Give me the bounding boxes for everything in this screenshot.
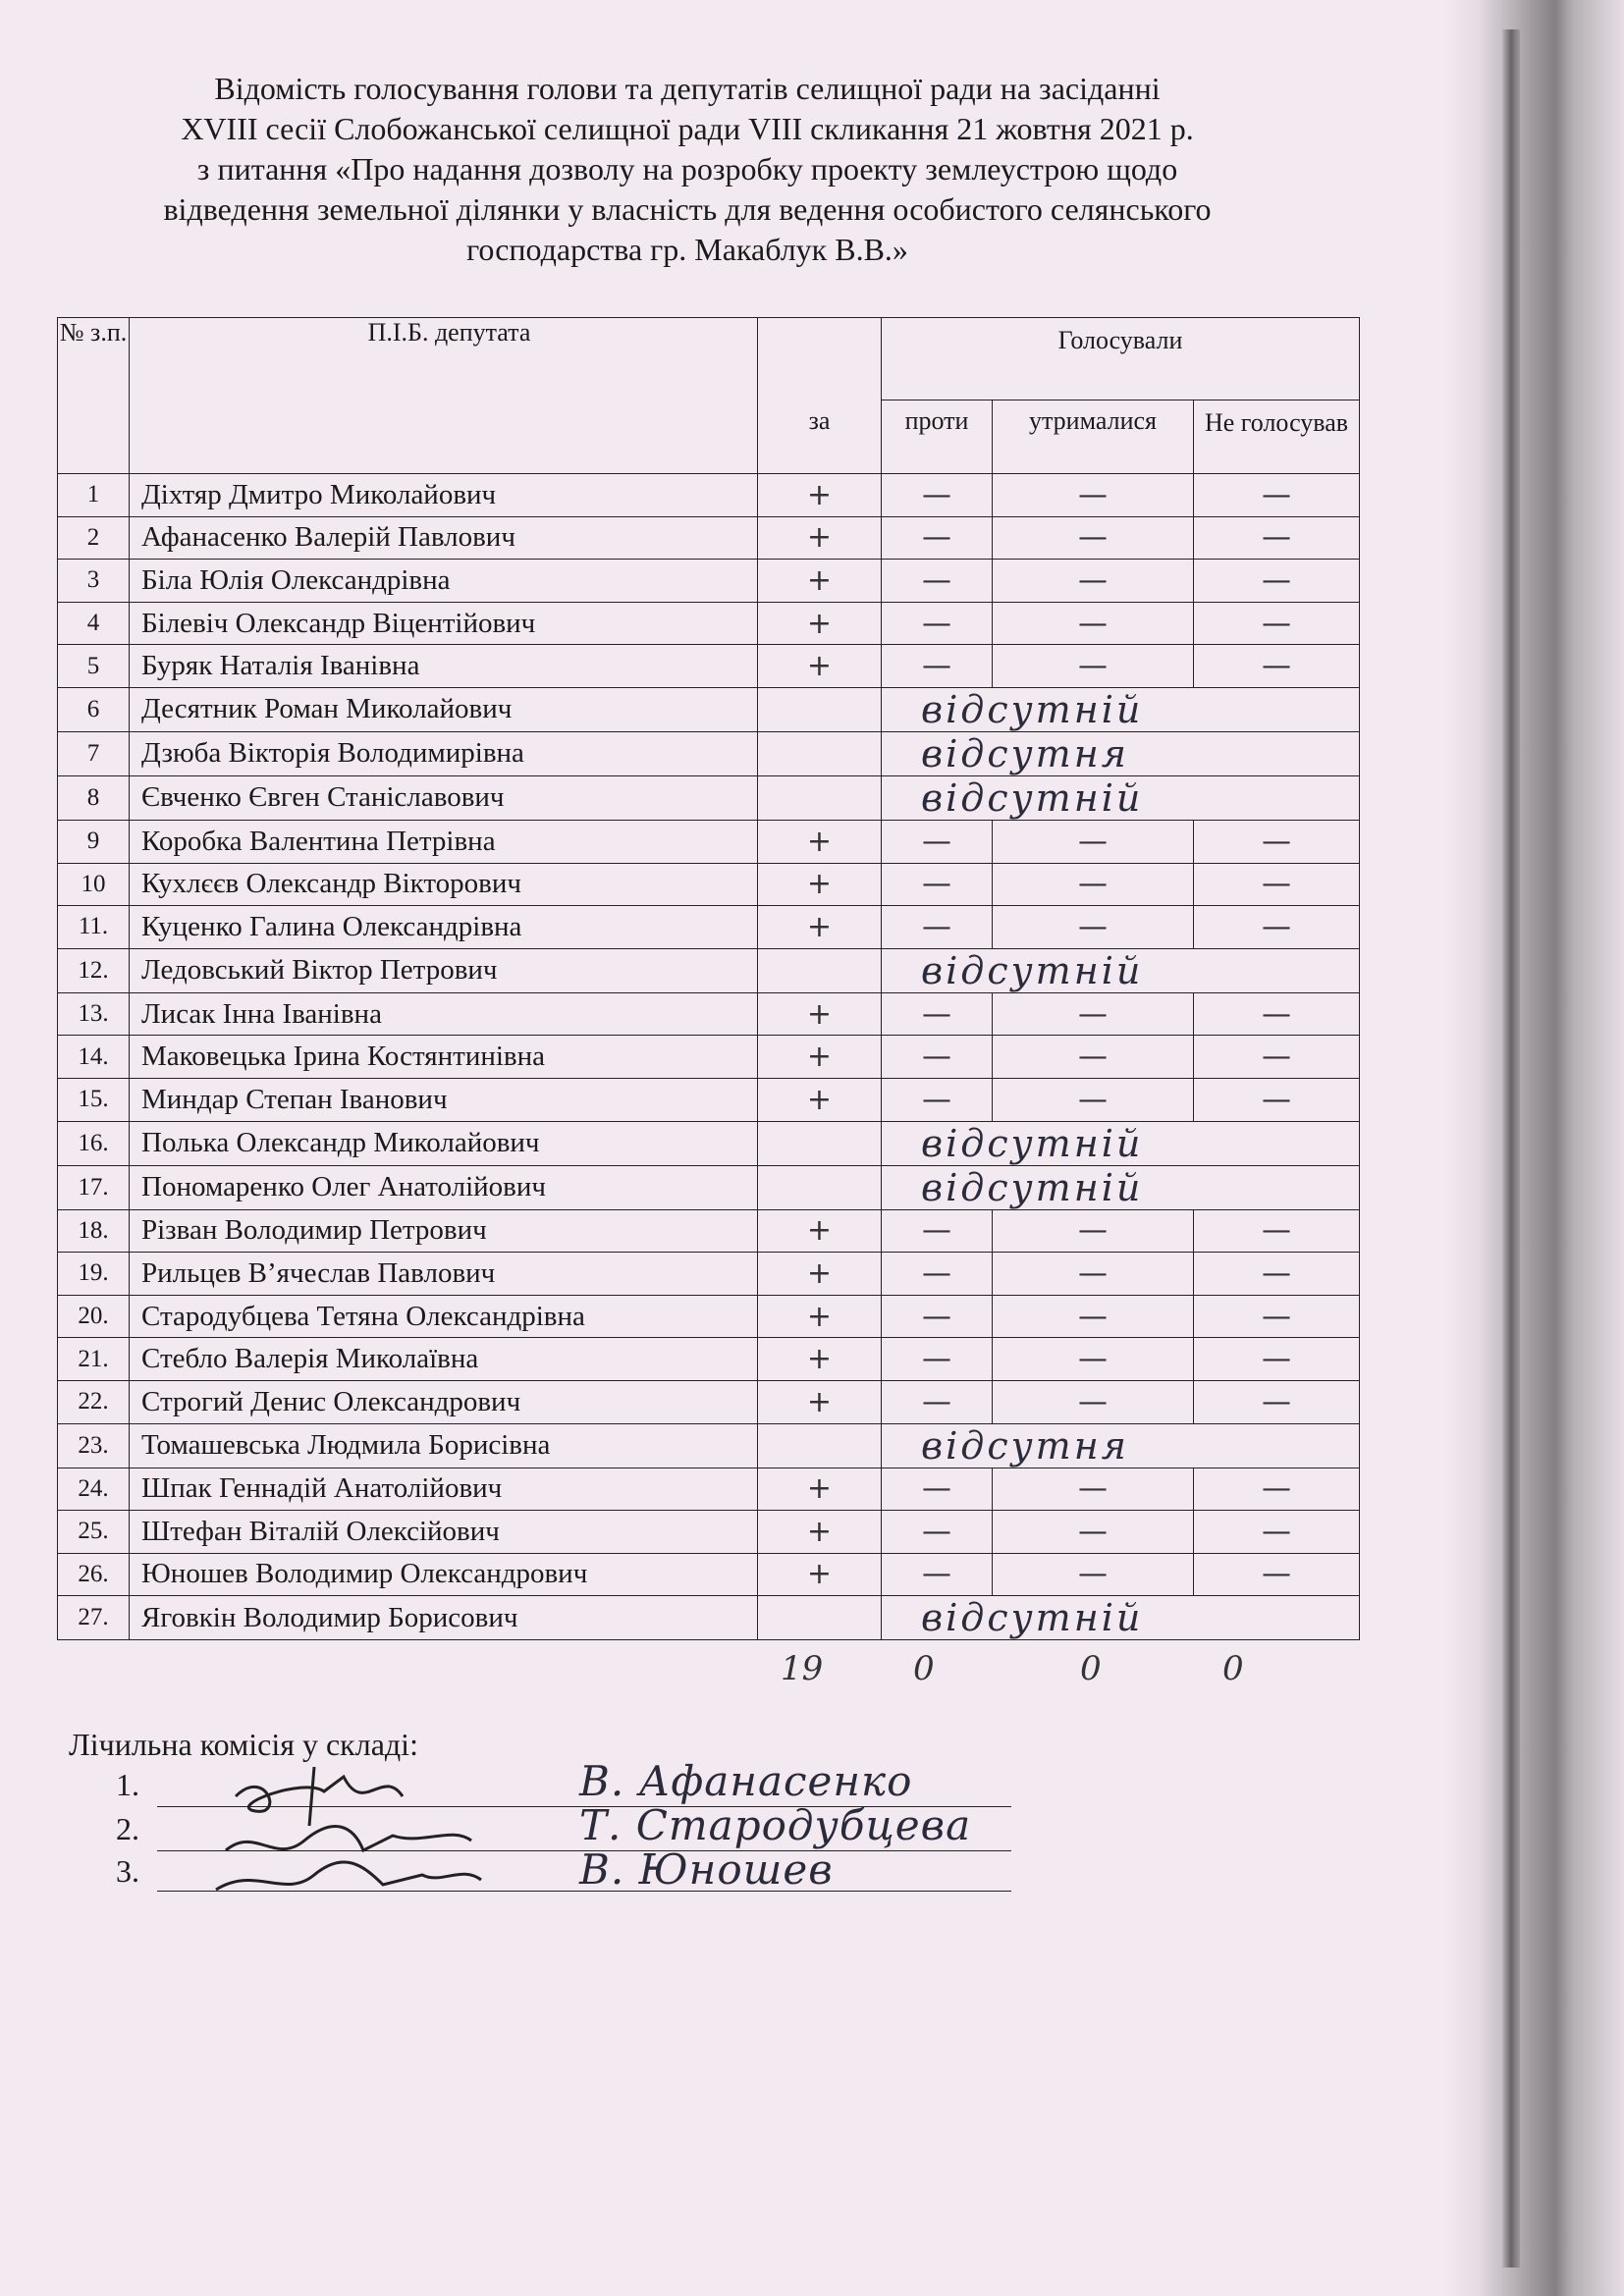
deputy-name: Стебло Валерія Миколаївна: [130, 1338, 758, 1381]
table-row: [58, 1468, 1360, 1511]
header-voted: Голосували: [882, 318, 1360, 400]
vote-ne-holosuvav: —: [1194, 1209, 1360, 1253]
table-row: [58, 1121, 1360, 1165]
absent-note: відсутній: [882, 1121, 1360, 1165]
handwritten-signatures: [196, 1757, 491, 1904]
table-row: [58, 687, 1360, 731]
deputy-name: Афанасенко Валерій Павлович: [130, 516, 758, 560]
row-number: 19.: [58, 1253, 130, 1296]
deputy-name: Пономаренко Олег Анатолійович: [130, 1165, 758, 1209]
vote-proty: —: [882, 1253, 993, 1296]
voting-table: [57, 317, 1360, 1640]
vote-utrymalysia: —: [993, 820, 1194, 863]
deputy-name: Білевіч Олександр Віцентійович: [130, 602, 758, 645]
vote-utrymalysia: —: [993, 1036, 1194, 1079]
vote-za: +: [758, 820, 882, 863]
table-row: [58, 906, 1360, 949]
member-name: В. Юношев: [579, 1845, 834, 1894]
vote-ne-holosuvav: —: [1194, 516, 1360, 560]
table-row: [58, 1209, 1360, 1253]
vote-za: +: [758, 1036, 882, 1079]
vote-za: [758, 1165, 882, 1209]
vote-za: [758, 1423, 882, 1468]
table-row: [58, 1165, 1360, 1209]
vote-proty: —: [882, 516, 993, 560]
deputy-name: Юношев Володимир Олександрович: [130, 1553, 758, 1596]
row-number: 22.: [58, 1380, 130, 1423]
vote-proty: —: [882, 474, 993, 517]
deputy-name: Маковецька Ірина Костянтинівна: [130, 1036, 758, 1079]
row-number: 2: [58, 516, 130, 560]
table-row: [58, 1253, 1360, 1296]
vote-za: [758, 775, 882, 820]
header-num: № з.п.: [58, 318, 130, 474]
title-line: господарства гр. Макаблук В.В.»: [466, 232, 908, 267]
total-ne-holosuvav: 0: [1222, 1649, 1244, 1688]
vote-za: +: [758, 863, 882, 906]
vote-za: [758, 948, 882, 992]
title-line: відведення земельної ділянки у власність для ведення особистого селянського: [163, 191, 1212, 227]
vote-za: +: [758, 474, 882, 517]
vote-za: +: [758, 1253, 882, 1296]
total-za: 19: [781, 1649, 824, 1688]
table-row: [58, 645, 1360, 688]
row-number: 11.: [58, 906, 130, 949]
vote-utrymalysia: —: [993, 1209, 1194, 1253]
deputy-name: Діхтяр Дмитро Миколайович: [130, 474, 758, 517]
deputy-name: Євченко Євген Станіславович: [130, 775, 758, 820]
table-row: [58, 1380, 1360, 1423]
row-number: 18.: [58, 1209, 130, 1253]
table-row: [58, 731, 1360, 775]
vote-proty: —: [882, 992, 993, 1036]
vote-ne-holosuvav: —: [1194, 474, 1360, 517]
vote-utrymalysia: —: [993, 863, 1194, 906]
vote-za: +: [758, 645, 882, 688]
table-row: [58, 1036, 1360, 1079]
row-number: 14.: [58, 1036, 130, 1079]
vote-utrymalysia: —: [993, 1338, 1194, 1381]
vote-ne-holosuvav: —: [1194, 1078, 1360, 1121]
member-name: В. Афанасенко: [579, 1757, 913, 1805]
row-number: 6: [58, 687, 130, 731]
deputy-name: Буряк Наталія Іванівна: [130, 645, 758, 688]
vote-za: +: [758, 1380, 882, 1423]
deputy-name: Лисак Інна Іванівна: [130, 992, 758, 1036]
vote-proty: —: [882, 906, 993, 949]
vote-proty: —: [882, 1078, 993, 1121]
row-number: 16.: [58, 1121, 130, 1165]
vote-ne-holosuvav: —: [1194, 992, 1360, 1036]
deputy-name: Ледовський Віктор Петрович: [130, 948, 758, 992]
row-number: 1: [58, 474, 130, 517]
table-row: [58, 560, 1360, 603]
row-number: 12.: [58, 948, 130, 992]
vote-ne-holosuvav: —: [1194, 1036, 1360, 1079]
vote-za: +: [758, 992, 882, 1036]
header-name: П.І.Б. депутата: [130, 318, 758, 474]
vote-ne-holosuvav: —: [1194, 1338, 1360, 1381]
deputy-name: Десятник Роман Миколайович: [130, 687, 758, 731]
vote-utrymalysia: —: [993, 1468, 1194, 1511]
table-row: [58, 1078, 1360, 1121]
vote-utrymalysia: —: [993, 906, 1194, 949]
header-proty: проти: [882, 400, 993, 474]
deputy-name: Полька Олександр Миколайович: [130, 1121, 758, 1165]
row-number: 17.: [58, 1165, 130, 1209]
table-row: [58, 1423, 1360, 1468]
absent-note: відсутній: [882, 775, 1360, 820]
row-number: 15.: [58, 1078, 130, 1121]
vote-utrymalysia: —: [993, 474, 1194, 517]
row-number: 26.: [58, 1553, 130, 1596]
row-number: 3: [58, 560, 130, 603]
vote-proty: —: [882, 645, 993, 688]
vote-za: +: [758, 1338, 882, 1381]
deputy-name: Стародубцева Тетяна Олександрівна: [130, 1295, 758, 1338]
absent-note: відсутній: [882, 1596, 1360, 1640]
vote-proty: —: [882, 1295, 993, 1338]
vote-za: +: [758, 1209, 882, 1253]
vote-za: +: [758, 1078, 882, 1121]
absent-note: відсутній: [882, 1165, 1360, 1209]
row-number: 4: [58, 602, 130, 645]
deputy-name: Яговкін Володимир Борисович: [130, 1596, 758, 1640]
vote-ne-holosuvav: —: [1194, 863, 1360, 906]
row-number: 21.: [58, 1338, 130, 1381]
vote-za: +: [758, 1295, 882, 1338]
row-number: 25.: [58, 1511, 130, 1554]
deputy-name: Коробка Валентина Петрівна: [130, 820, 758, 863]
row-number: 9: [58, 820, 130, 863]
title-line: Відомість голосування голови та депутатів селищної ради на засіданні: [214, 71, 1161, 106]
vote-proty: —: [882, 1338, 993, 1381]
title-line: з питання «Про надання дозволу на розробку проекту землеустрою щодо: [196, 151, 1178, 187]
vote-proty: —: [882, 820, 993, 863]
vote-utrymalysia: —: [993, 1553, 1194, 1596]
vote-proty: —: [882, 1209, 993, 1253]
row-number: 24.: [58, 1468, 130, 1511]
vote-utrymalysia: —: [993, 1078, 1194, 1121]
vote-ne-holosuvav: —: [1194, 906, 1360, 949]
vote-utrymalysia: —: [993, 1380, 1194, 1423]
vote-za: +: [758, 1468, 882, 1511]
vote-ne-holosuvav: —: [1194, 1468, 1360, 1511]
vote-ne-holosuvav: —: [1194, 1295, 1360, 1338]
vote-za: [758, 731, 882, 775]
vote-proty: —: [882, 560, 993, 603]
absent-note: відсутній: [882, 687, 1360, 731]
table-row: [58, 1295, 1360, 1338]
vote-proty: —: [882, 1553, 993, 1596]
table-row: [58, 948, 1360, 992]
vote-za: +: [758, 560, 882, 603]
table-row: [58, 474, 1360, 517]
vote-za: +: [758, 906, 882, 949]
vote-za: [758, 1596, 882, 1640]
vote-za: +: [758, 1553, 882, 1596]
deputy-name: Куценко Галина Олександрівна: [130, 906, 758, 949]
vote-ne-holosuvav: —: [1194, 560, 1360, 603]
table-row: [58, 863, 1360, 906]
row-number: 10: [58, 863, 130, 906]
vote-za: +: [758, 516, 882, 560]
member-number: 1.: [116, 1767, 139, 1802]
scan-shadow-edge: [1443, 0, 1624, 2296]
vote-utrymalysia: —: [993, 602, 1194, 645]
row-number: 27.: [58, 1596, 130, 1640]
table-row: [58, 516, 1360, 560]
deputy-name: Біла Юлія Олександрівна: [130, 560, 758, 603]
row-number: 20.: [58, 1295, 130, 1338]
vote-utrymalysia: —: [993, 1253, 1194, 1296]
vote-ne-holosuvav: —: [1194, 820, 1360, 863]
row-number: 13.: [58, 992, 130, 1036]
header-za: за: [758, 400, 882, 474]
absent-note: відсутній: [882, 948, 1360, 992]
vote-proty: —: [882, 1468, 993, 1511]
deputy-name: Шпак Геннадій Анатолійович: [130, 1468, 758, 1511]
table-row: [58, 1553, 1360, 1596]
vote-utrymalysia: —: [993, 645, 1194, 688]
total-proty: 0: [913, 1649, 935, 1688]
scan-shadow-line: [1502, 29, 1520, 2268]
member-number: 2.: [116, 1811, 139, 1846]
deputy-name: Кухлєєв Олександр Вікторович: [130, 863, 758, 906]
deputy-name: Строгий Денис Олександрович: [130, 1380, 758, 1423]
table-row: [58, 820, 1360, 863]
vote-za: +: [758, 1511, 882, 1554]
header-blank: [758, 318, 882, 400]
vote-utrymalysia: —: [993, 516, 1194, 560]
vote-proty: —: [882, 602, 993, 645]
header-ne-holosuvav: Не голосував: [1194, 400, 1360, 474]
vote-ne-holosuvav: —: [1194, 1511, 1360, 1554]
vote-proty: —: [882, 1380, 993, 1423]
vote-proty: —: [882, 1511, 993, 1554]
absent-note: відсутня: [882, 731, 1360, 775]
vote-utrymalysia: —: [993, 560, 1194, 603]
vote-utrymalysia: —: [993, 1511, 1194, 1554]
table-row: [58, 775, 1360, 820]
vote-ne-holosuvav: —: [1194, 1553, 1360, 1596]
table-row: [58, 1511, 1360, 1554]
vote-za: [758, 1121, 882, 1165]
table-row: [58, 602, 1360, 645]
header-utrymalysia: утрималися: [993, 400, 1194, 474]
deputy-name: Рильцев В’ячеслав Павлович: [130, 1253, 758, 1296]
row-number: 8: [58, 775, 130, 820]
row-number: 5: [58, 645, 130, 688]
commission-label: Лічильна комісія у складі:: [69, 1727, 418, 1762]
deputy-name: Томашевська Людмила Борисівна: [130, 1423, 758, 1468]
deputy-name: Миндар Степан Іванович: [130, 1078, 758, 1121]
vote-ne-holosuvav: —: [1194, 1253, 1360, 1296]
deputy-name: Штефан Віталій Олексійович: [130, 1511, 758, 1554]
deputy-name: Різван Володимир Петрович: [130, 1209, 758, 1253]
total-utrymalysia: 0: [1080, 1649, 1102, 1688]
vote-za: [758, 687, 882, 731]
table-row: [58, 1596, 1360, 1640]
title-line: XVIII сесії Слобожанської селищної ради VIII скликання 21 жовтня 2021 р.: [181, 111, 1194, 146]
vote-ne-holosuvav: —: [1194, 1380, 1360, 1423]
vote-proty: —: [882, 863, 993, 906]
vote-utrymalysia: —: [993, 1295, 1194, 1338]
row-number: 23.: [58, 1423, 130, 1468]
document-title: [39, 69, 1335, 270]
absent-note: відсутня: [882, 1423, 1360, 1468]
member-name: Т. Стародубцева: [579, 1801, 972, 1849]
vote-utrymalysia: —: [993, 992, 1194, 1036]
deputy-name: Дзюба Вікторія Володимирівна: [130, 731, 758, 775]
table-row: [58, 992, 1360, 1036]
vote-za: +: [758, 602, 882, 645]
member-number: 3.: [116, 1853, 139, 1889]
row-number: 7: [58, 731, 130, 775]
vote-ne-holosuvav: —: [1194, 602, 1360, 645]
table-row: [58, 1338, 1360, 1381]
vote-ne-holosuvav: —: [1194, 645, 1360, 688]
vote-proty: —: [882, 1036, 993, 1079]
